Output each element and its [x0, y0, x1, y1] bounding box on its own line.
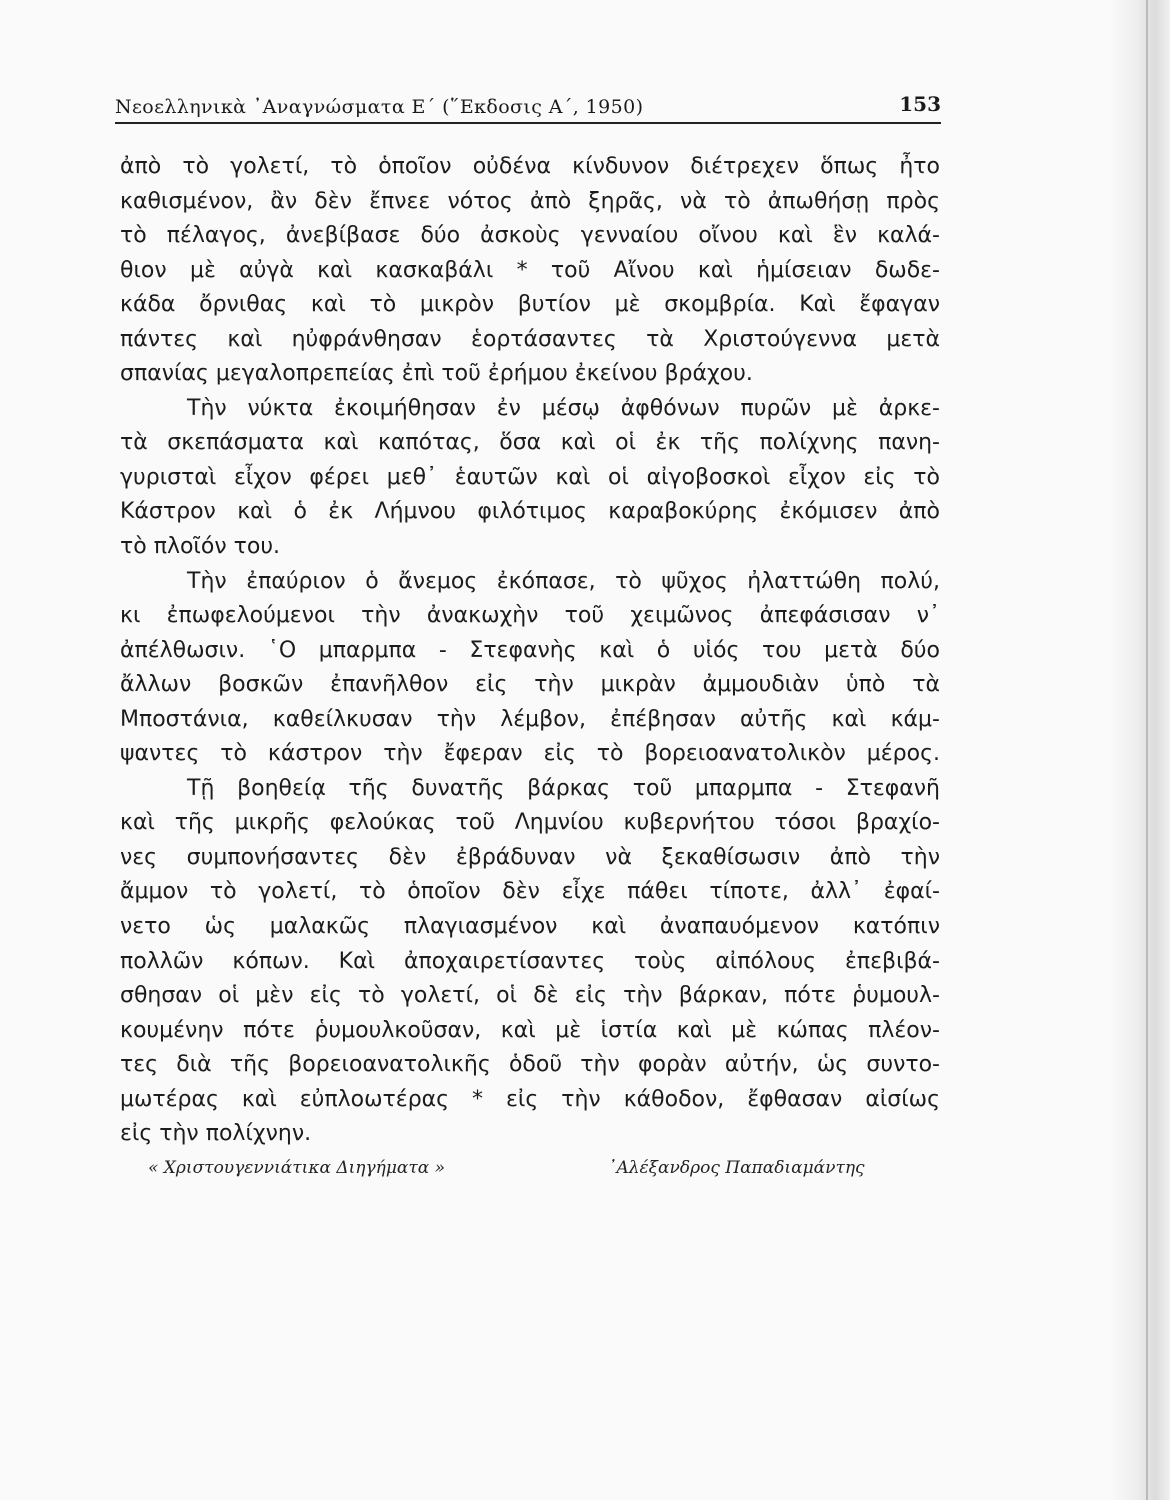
text-line: Τὴν νύκτα ἐκοιμήθησαν ἐν μέσῳ ἀφθόνων πυρῶν μὲ ἀρκε- — [187, 395, 940, 421]
text-line: τες διὰ τῆς βορειοανατολικῆς ὁδοῦ τὴν φορὰν αὐτήν, ὡς συντο- — [120, 1052, 940, 1078]
text-line: πολλῶν κόπων. Καὶ ἀποχαιρετίσαντες τοὺς αἰπόλους ἐπεβιβά- — [120, 948, 940, 974]
text-line: τὸ πλοῖόν του. — [120, 534, 281, 560]
page-edge-shadow — [1110, 0, 1170, 1500]
text-line: ἄλλων βοσκῶν ἐπανῆλθον εἰς τὴν μικρὰν ἀμμουδιὰν ὑπὸ τὰ — [120, 672, 940, 698]
author-name: ᾿Αλέξανδρος Παπαδιαμάντης — [608, 1158, 865, 1178]
text-line: εἰς τὴν πολίχνην. — [120, 1121, 312, 1147]
paragraph-2 — [120, 392, 940, 565]
text-line: ἀπέλθωσιν. ῾Ο μπαρμπα - Στεφανὴς καὶ ὁ υἱός του μετὰ δύο — [120, 637, 940, 663]
text-line: ψαντες τὸ κάστρον τὴν ἔφεραν εἰς τὸ βορειοανατολικὸν μέρος. — [120, 741, 940, 767]
text-line: ἀπὸ τὸ γολετί, τὸ ὁποῖον οὐδένα κίνδυνον διέτρεχεν ὅπως ἦτο — [120, 154, 940, 179]
text-line: τὰ σκεπάσματα καὶ καπότας, ὅσα καὶ οἱ ἐκ τῆς πολίχνης πανη- — [120, 430, 940, 456]
body-text — [120, 150, 940, 1152]
source-footer — [148, 1158, 908, 1188]
text-line: νετο ὡς μαλακῶς πλαγιασμένον καὶ ἀναπαυόμενον κατόπιν — [120, 914, 940, 940]
text-line: τὸ πέλαγος, ἀνεβίβασε δύο ἀσκοὺς γενναίου οἴνου καὶ ἓν καλά- — [120, 223, 940, 249]
paragraph-1 — [120, 150, 940, 392]
text-line: μωτέρας καὶ εὐπλοωτέρας * εἰς τὴν κάθοδον, ἔφθασαν αἰσίως — [120, 1086, 940, 1112]
text-line: Τὴν ἐπαύριον ὁ ἄνεμος ἐκόπασε, τὸ ψῦχος ἠλαττώθη πολύ, — [187, 568, 940, 594]
running-header — [115, 88, 941, 124]
text-line: νες συμπονήσαντες δὲν ἐβράδυναν νὰ ξεκαθίσωσιν ἀπὸ τὴν — [120, 844, 940, 870]
text-line: ἄμμον τὸ γολετί, τὸ ὁποῖον δὲν εἶχε πάθει τίποτε, ἀλλ᾿ ἐφαί- — [120, 879, 940, 905]
text-line: κουμένην πότε ῥυμουλκοῦσαν, καὶ μὲ ἱστία καὶ μὲ κώπας πλέον- — [120, 1017, 940, 1043]
text-line: γυρισταὶ εἶχον φέρει μεθ᾿ ἑαυτῶν καὶ οἱ αἰγοβοσκοὶ εἶχον εἰς τὸ — [120, 464, 940, 490]
text-line: θιον μὲ αὐγὰ καὶ κασκαβάλι * τοῦ Αἴνου καὶ ἡμίσειαν δωδε- — [120, 257, 940, 283]
paragraph-4 — [120, 772, 940, 1152]
text-line: Κάστρον καὶ ὁ ἐκ Λήμνου φιλότιμος καραβοκύρης ἐκόμισεν ἀπὸ — [120, 499, 940, 525]
text-line: Μποστάνια, καθείλκυσαν τὴν λέμβον, ἐπέβησαν αὐτῆς καὶ κάμ- — [120, 706, 940, 732]
running-title: Νεοελληνικὰ ᾿Αναγνώσματα Ε΄ (῞Εκδοσις Α΄, 1950) — [115, 96, 644, 118]
text-line: καὶ τῆς μικρῆς φελούκας τοῦ Λημνίου κυβερνήτου τόσοι βραχίο- — [120, 810, 940, 836]
text-line: καθισμένον, ἂν δὲν ἔπνεε νότος ἀπὸ ξηρᾶς, νὰ τὸ ἀπωθήσῃ πρὸς — [120, 188, 940, 214]
source-title: « Χριστουγεννιάτικα Διηγήματα » — [148, 1158, 446, 1178]
text-line: Τῇ βοηθείᾳ τῆς δυνατῆς βάρκας τοῦ μπαρμπα - Στεφανῆ — [187, 775, 940, 801]
text-line: κάδα ὄρνιθας καὶ τὸ μικρὸν βυτίον μὲ σκομβρία. Καὶ ἔφαγαν — [120, 292, 940, 318]
text-line: πάντες καὶ ηὐφράνθησαν ἑορτάσαντες τὰ Χριστούγεννα μετὰ — [120, 326, 940, 352]
text-line: κι ἐπωφελούμενοι τὴν ἀνακωχὴν τοῦ χειμῶνος ἀπεφάσισαν ν᾿ — [120, 603, 940, 629]
paragraph-3 — [120, 565, 940, 772]
page-edge-line — [1146, 0, 1148, 1500]
text-line: σπανίας μεγαλοπρεπείας ἐπὶ τοῦ ἐρήμου ἐκείνου βράχου. — [120, 361, 753, 387]
text-line: σθησαν οἱ μὲν εἰς τὸ γολετί, οἱ δὲ εἰς τὴν βάρκαν, πότε ῥυμουλ- — [120, 983, 940, 1009]
page-number: 153 — [899, 92, 941, 116]
